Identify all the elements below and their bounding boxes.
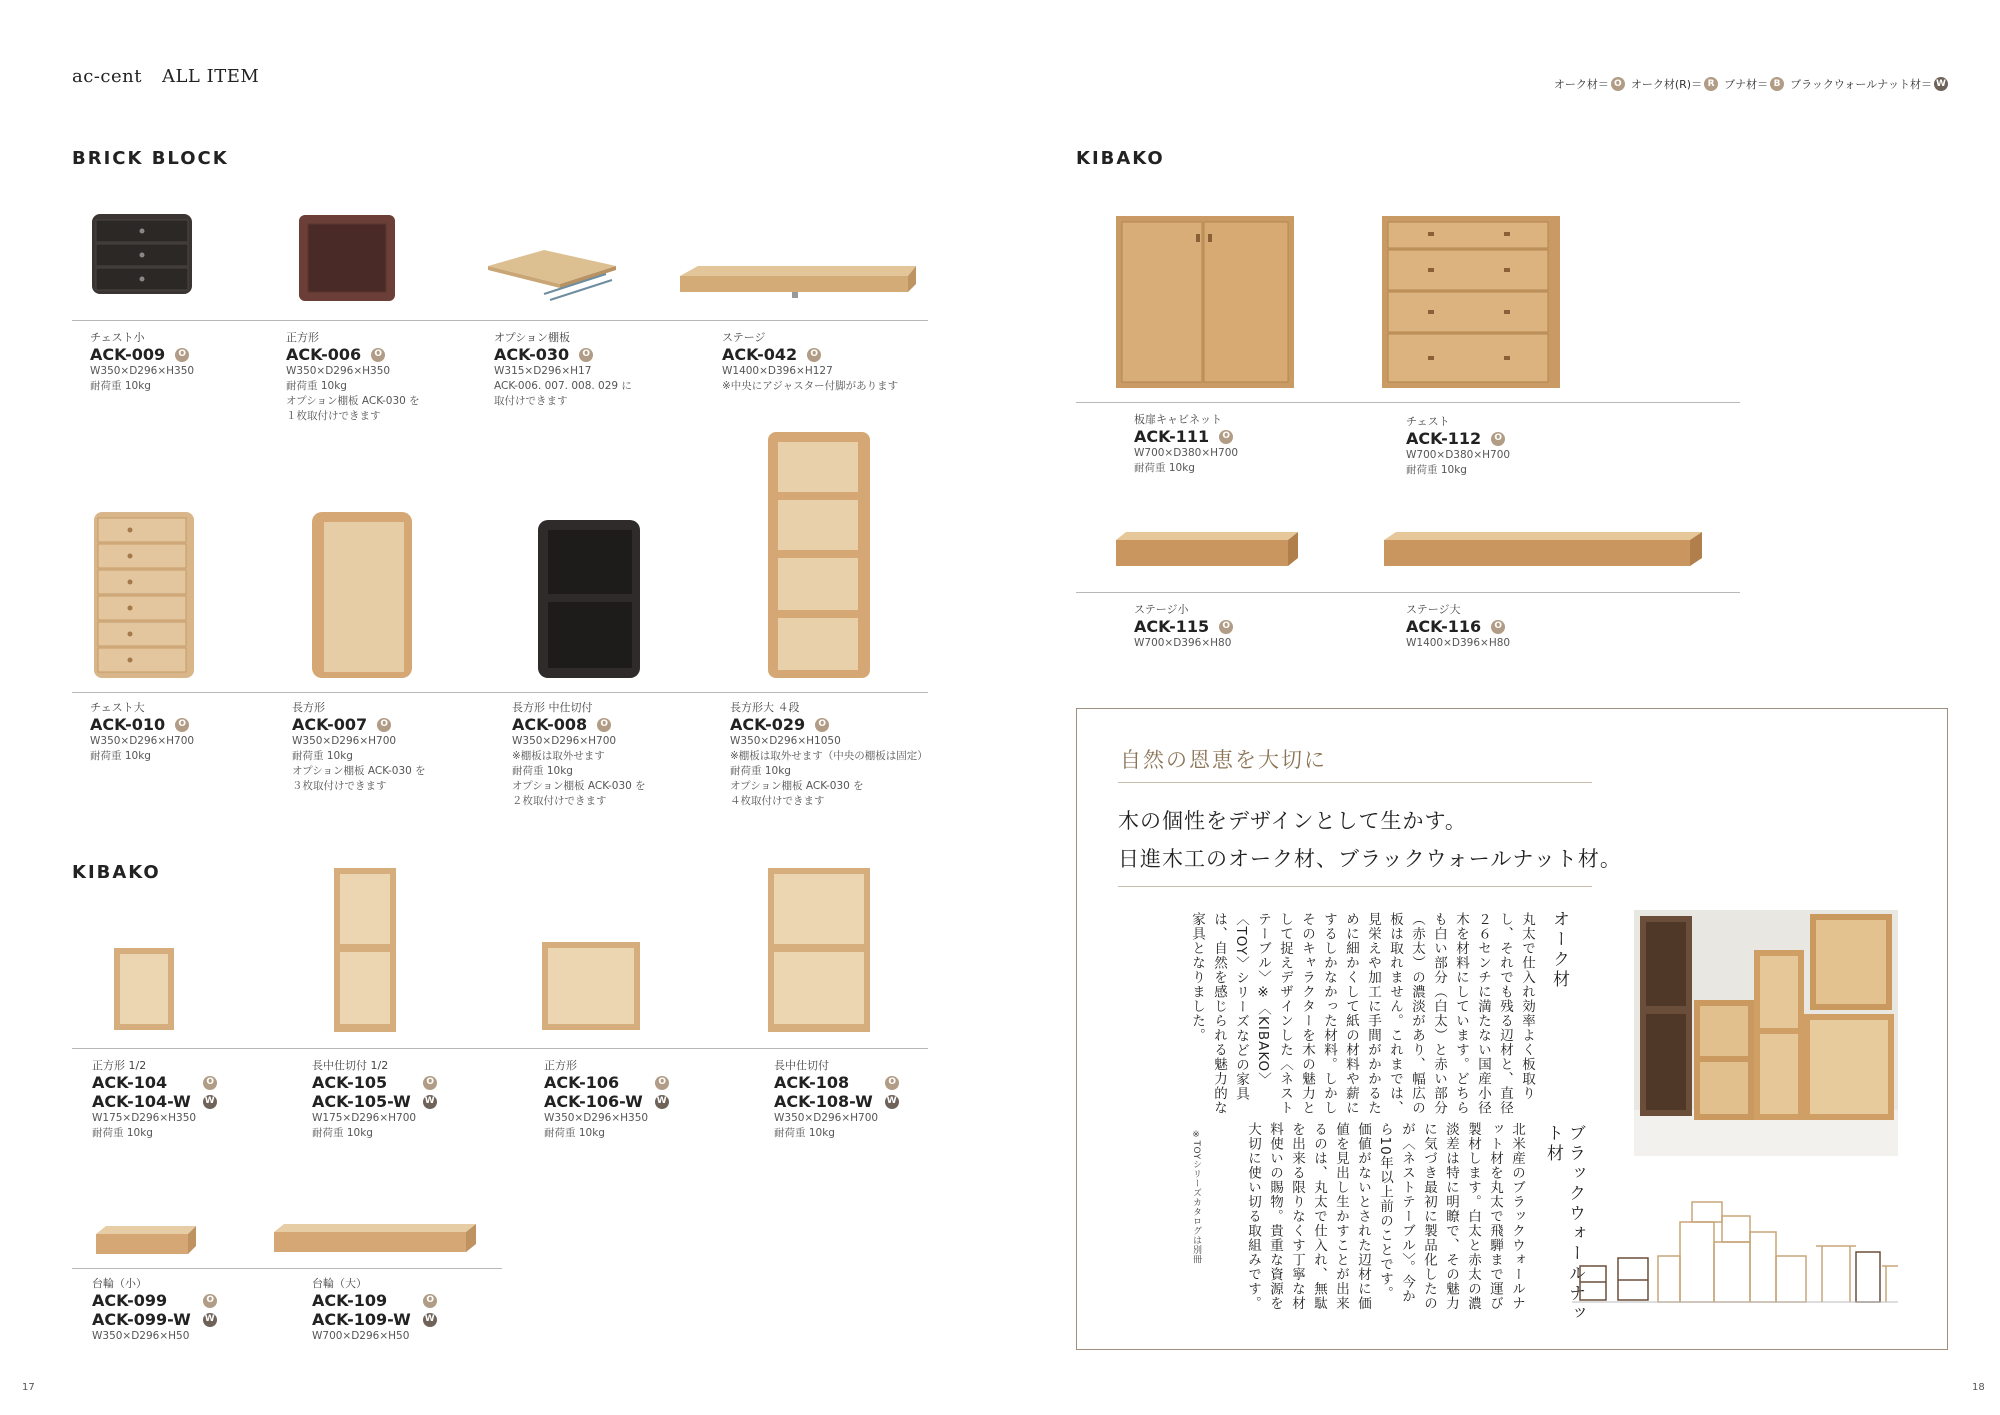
product-spec: W175×D296×H350 — [92, 1112, 197, 1124]
row-divider — [72, 1048, 928, 1049]
kibako-square-image — [538, 938, 644, 1034]
beech-mark-icon: B — [1770, 77, 1784, 91]
oak-mark-icon: O — [885, 1076, 899, 1090]
oak-mark-icon: O — [655, 1076, 669, 1090]
walnut-mark-icon: W — [1934, 77, 1948, 91]
feature-subheading-line: 木の個性をデザインとして生かす。 — [1118, 809, 1467, 833]
product-ack-042 — [722, 330, 898, 394]
oak-mark-icon: O — [423, 1076, 437, 1090]
material-legend — [1554, 76, 1948, 92]
row-divider — [1076, 402, 1740, 403]
product-code: ACK-106-W — [544, 1092, 643, 1111]
product-code: ACK-109 — [312, 1291, 388, 1310]
product-spec: 耐荷重 10kg — [544, 1127, 605, 1139]
row-divider — [72, 320, 928, 321]
product-spec: 取付けできます — [494, 395, 568, 407]
product-spec: W1400×D396×H127 — [722, 365, 833, 377]
product-name: 長方形大 ４段 — [730, 701, 800, 714]
product-code: ACK-104-W — [92, 1092, 191, 1111]
product-name: 板扉キャビネット — [1134, 413, 1222, 426]
legend-oak: オーク材＝ O — [1554, 76, 1625, 92]
walnut-mark-icon: W — [423, 1313, 437, 1327]
oak-text: 丸太で仕入れ効率よく板取りし、それでも残る辺材と、直径２６センチに満たない国産小径木を材料にしています。どちらも白い部分（白太）と赤い部分（赤太）の濃淡があり、幅広の板は取れません。これまでは、見栄えや加工に手間がかかるために細かくして紙の材料や薪にするしかなかった材料。しかしそのキャラクターを木の魅力として捉えデザインした〈ネストテーブル〉※〈KIBAKO〉〈TOY〉シリーズなどの家具は、自然を感じられる魅力的な家具となりました。 — [1189, 912, 1535, 1115]
door-cabinet-image — [1112, 212, 1298, 394]
product-spec: W700×D380×H700 — [1406, 449, 1511, 461]
product-code: ACK-007 — [292, 715, 368, 734]
product-ack-108 — [774, 1058, 899, 1141]
oak-mark-icon: O — [377, 718, 391, 732]
product-code: ACK-099-W — [92, 1310, 191, 1329]
rectangle-divider-box-image — [534, 516, 644, 682]
oak-mark-icon: O — [175, 348, 189, 362]
product-spec: W700×D380×H700 — [1134, 447, 1239, 459]
product-spec: ※棚板は取外せます — [512, 750, 605, 762]
feature-divider — [1118, 886, 1592, 887]
product-spec: １枚取付けできます — [286, 410, 381, 422]
product-spec: 耐荷重 10kg — [292, 750, 353, 762]
oak-mark-icon: O — [1219, 620, 1233, 634]
oak-mark-icon: O — [423, 1294, 437, 1308]
square-box-image — [294, 210, 404, 310]
product-spec: W350×D296×H350 — [544, 1112, 649, 1124]
walnut-title: ブラックウォールナット材 — [1543, 1124, 1585, 1324]
kibako-long-divider-half-image — [330, 864, 400, 1036]
product-code: ACK-115 — [1134, 617, 1210, 636]
section-title-brick-block: BRICK BLOCK — [72, 148, 229, 169]
product-spec: オプション棚板 ACK-030 を — [730, 780, 864, 792]
page-title: ALL ITEM — [161, 66, 260, 87]
toy-series-note: ※TOYシリーズカタログは別冊 — [1191, 1130, 1201, 1265]
product-spec: 耐荷重 10kg — [730, 765, 791, 777]
product-spec: W700×D396×H80 — [1134, 637, 1232, 649]
product-ack-099 — [92, 1276, 217, 1344]
product-name: 長中仕切付 1/2 — [312, 1059, 389, 1072]
product-name: 長中仕切付 — [774, 1059, 829, 1072]
product-name: 正方形 — [286, 331, 319, 344]
oak-mark-icon: O — [579, 348, 593, 362]
stage-large-image — [1380, 528, 1706, 574]
product-ack-007 — [292, 700, 426, 794]
product-code: ACK-111 — [1134, 427, 1210, 446]
product-ack-109 — [312, 1276, 437, 1344]
product-code: ACK-006 — [286, 345, 362, 364]
product-spec: W315×D296×H17 — [494, 365, 592, 377]
product-ack-006 — [286, 330, 420, 424]
product-spec: ４枚取付けできます — [730, 795, 825, 807]
oak-mark-icon: O — [1219, 430, 1233, 444]
product-name: 正方形 1/2 — [92, 1059, 147, 1072]
product-spec: オプション棚板 ACK-030 を — [292, 765, 426, 777]
product-spec: W350×D296×H350 — [90, 365, 195, 377]
product-name: 長方形 — [292, 701, 325, 714]
page-number-right: 18 — [1972, 1382, 1985, 1393]
product-spec: ※中央にアジャスター付脚があります — [722, 380, 899, 392]
product-code: ACK-030 — [494, 345, 570, 364]
oak-r-mark-icon: R — [1704, 77, 1718, 91]
row-divider — [72, 692, 928, 693]
kibako-square-half-image — [110, 944, 180, 1034]
rectangle-large-4tier-image — [764, 428, 874, 684]
product-ack-112 — [1406, 414, 1510, 478]
product-ack-008 — [512, 700, 646, 809]
oak-mark-icon: O — [807, 348, 821, 362]
product-ack-111 — [1134, 412, 1238, 476]
product-spec: W350×D296×H700 — [292, 735, 397, 747]
product-code: ACK-009 — [90, 345, 166, 364]
walnut-mark-icon: W — [203, 1313, 217, 1327]
product-spec: 耐荷重 10kg — [1134, 462, 1195, 474]
product-spec: ２枚取付けできます — [512, 795, 607, 807]
product-spec: オプション棚板 ACK-030 を — [512, 780, 646, 792]
chest-small-image — [88, 210, 198, 300]
rectangle-box-image — [306, 508, 416, 684]
legend-oak-r: オーク材(R)＝ R — [1631, 76, 1718, 92]
product-code: ACK-112 — [1406, 429, 1482, 448]
product-code: ACK-105 — [312, 1073, 388, 1092]
product-code: ACK-106 — [544, 1073, 620, 1092]
walnut-mark-icon: W — [203, 1095, 217, 1109]
oak-mark-icon: O — [1611, 77, 1625, 91]
product-spec: ※棚板は取外せます（中央の棚板は固定） — [730, 750, 928, 762]
product-ack-115 — [1134, 602, 1233, 651]
product-spec: W350×D296×H700 — [774, 1112, 879, 1124]
product-name: ステージ大 — [1406, 603, 1461, 616]
product-ack-105 — [312, 1058, 437, 1141]
product-spec: 耐荷重 10kg — [92, 1127, 153, 1139]
product-spec: オプション棚板 ACK-030 を — [286, 395, 420, 407]
product-code: ACK-108-W — [774, 1092, 873, 1111]
catalog-header — [72, 66, 259, 87]
product-spec: W350×D296×H50 — [92, 1330, 190, 1342]
product-spec: ACK-006. 007. 008. 029 に — [494, 380, 632, 392]
product-code: ACK-109-W — [312, 1310, 411, 1329]
stage-small-image — [1112, 528, 1302, 574]
product-spec: ３枚取付けできます — [292, 780, 387, 792]
product-name: チェスト小 — [90, 331, 145, 344]
product-name: ステージ — [722, 331, 766, 344]
product-code: ACK-108 — [774, 1073, 850, 1092]
product-name: 正方形 — [544, 1059, 577, 1072]
furniture-lineart-illustration — [1572, 1196, 1898, 1304]
walnut-mark-icon: W — [423, 1095, 437, 1109]
product-code: ACK-105-W — [312, 1092, 411, 1111]
feature-heading: 自然の恩恵を大切に — [1120, 748, 1327, 772]
legend-beech: ブナ材＝ B — [1724, 76, 1784, 92]
oak-mark-icon: O — [1491, 620, 1505, 634]
product-spec: W1400×D396×H80 — [1406, 637, 1511, 649]
walnut-mark-icon: W — [885, 1095, 899, 1109]
section-title-kibako: KIBAKO — [1076, 148, 1165, 169]
row-divider — [72, 1268, 502, 1269]
product-ack-106 — [544, 1058, 669, 1141]
product-spec: 耐荷重 10kg — [774, 1127, 835, 1139]
product-code: ACK-010 — [90, 715, 166, 734]
product-ack-009 — [90, 330, 194, 394]
product-spec: 耐荷重 10kg — [90, 380, 151, 392]
feature-subheading — [1118, 802, 1622, 878]
oak-mark-icon: O — [203, 1294, 217, 1308]
stage-image — [676, 262, 920, 304]
product-name: チェスト大 — [90, 701, 145, 714]
option-shelf-image — [484, 244, 624, 306]
product-name: ステージ小 — [1134, 603, 1189, 616]
product-name: チェスト — [1406, 415, 1450, 428]
row-divider — [1076, 592, 1740, 593]
product-name: 台輪（小） — [92, 1277, 147, 1290]
legend-walnut: ブラックウォールナット材＝ W — [1790, 76, 1948, 92]
oak-title: オーク材 — [1549, 910, 1569, 990]
kibako-chest-image — [1378, 212, 1564, 394]
oak-mark-icon: O — [597, 718, 611, 732]
product-spec: W350×D296×H350 — [286, 365, 391, 377]
oak-mark-icon: O — [1491, 432, 1505, 446]
product-spec: 耐荷重 10kg — [286, 380, 347, 392]
product-name: 長方形 中仕切付 — [512, 701, 593, 714]
section-title-kibako: KIBAKO — [72, 862, 161, 883]
oak-mark-icon: O — [203, 1076, 217, 1090]
product-ack-010 — [90, 700, 194, 764]
product-code: ACK-116 — [1406, 617, 1482, 636]
walnut-text: 北米産のブラックウォールナット材を丸太で飛騨まで運び製材します。白太と赤太の濃淡差は特に明瞭で、その魅力に気づき最初に製品化したのが〈ネストテーブル〉。今から10年以上前のことです。価値がないとされた辺材に価値を見出し生かすことが出来るのは、丸太で仕入れ、無駄を出来る限りなくす丁寧な材料使いの賜物。貴重な資源を大切に使い切る取組みです。 — [1245, 1122, 1525, 1311]
product-spec: 耐荷重 10kg — [512, 765, 573, 777]
product-ack-029 — [730, 700, 928, 809]
plinth-small-image — [92, 1222, 202, 1262]
product-spec: 耐荷重 10kg — [90, 750, 151, 762]
product-ack-116 — [1406, 602, 1510, 651]
product-code: ACK-042 — [722, 345, 798, 364]
product-spec: W350×D296×H700 — [90, 735, 195, 747]
walnut-mark-icon: W — [655, 1095, 669, 1109]
product-spec: W350×D296×H700 — [512, 735, 617, 747]
product-name: 台輪（大） — [312, 1277, 367, 1290]
oak-mark-icon: O — [815, 718, 829, 732]
product-code: ACK-008 — [512, 715, 588, 734]
chest-large-image — [88, 508, 198, 684]
oak-mark-icon: O — [371, 348, 385, 362]
page-number-left: 17 — [22, 1382, 35, 1393]
product-ack-104 — [92, 1058, 217, 1141]
product-spec: 耐荷重 10kg — [312, 1127, 373, 1139]
product-name: オプション棚板 — [494, 331, 571, 344]
product-spec: W700×D296×H50 — [312, 1330, 410, 1342]
product-code: ACK-029 — [730, 715, 806, 734]
plinth-large-image — [270, 1220, 480, 1260]
feature-divider — [1118, 782, 1592, 783]
product-spec: W175×D296×H700 — [312, 1112, 417, 1124]
product-spec: 耐荷重 10kg — [1406, 464, 1467, 476]
kibako-stacked-photo — [1634, 910, 1898, 1156]
oak-mark-icon: O — [175, 718, 189, 732]
product-code: ACK-099 — [92, 1291, 168, 1310]
kibako-long-divider-image — [764, 864, 874, 1036]
product-spec: W350×D296×H1050 — [730, 735, 841, 747]
product-ack-030 — [494, 330, 632, 409]
feature-subheading-line: 日進木工のオーク材、ブラックウォールナット材。 — [1118, 847, 1622, 871]
product-code: ACK-104 — [92, 1073, 168, 1092]
brand-name: ac-cent — [72, 66, 142, 87]
